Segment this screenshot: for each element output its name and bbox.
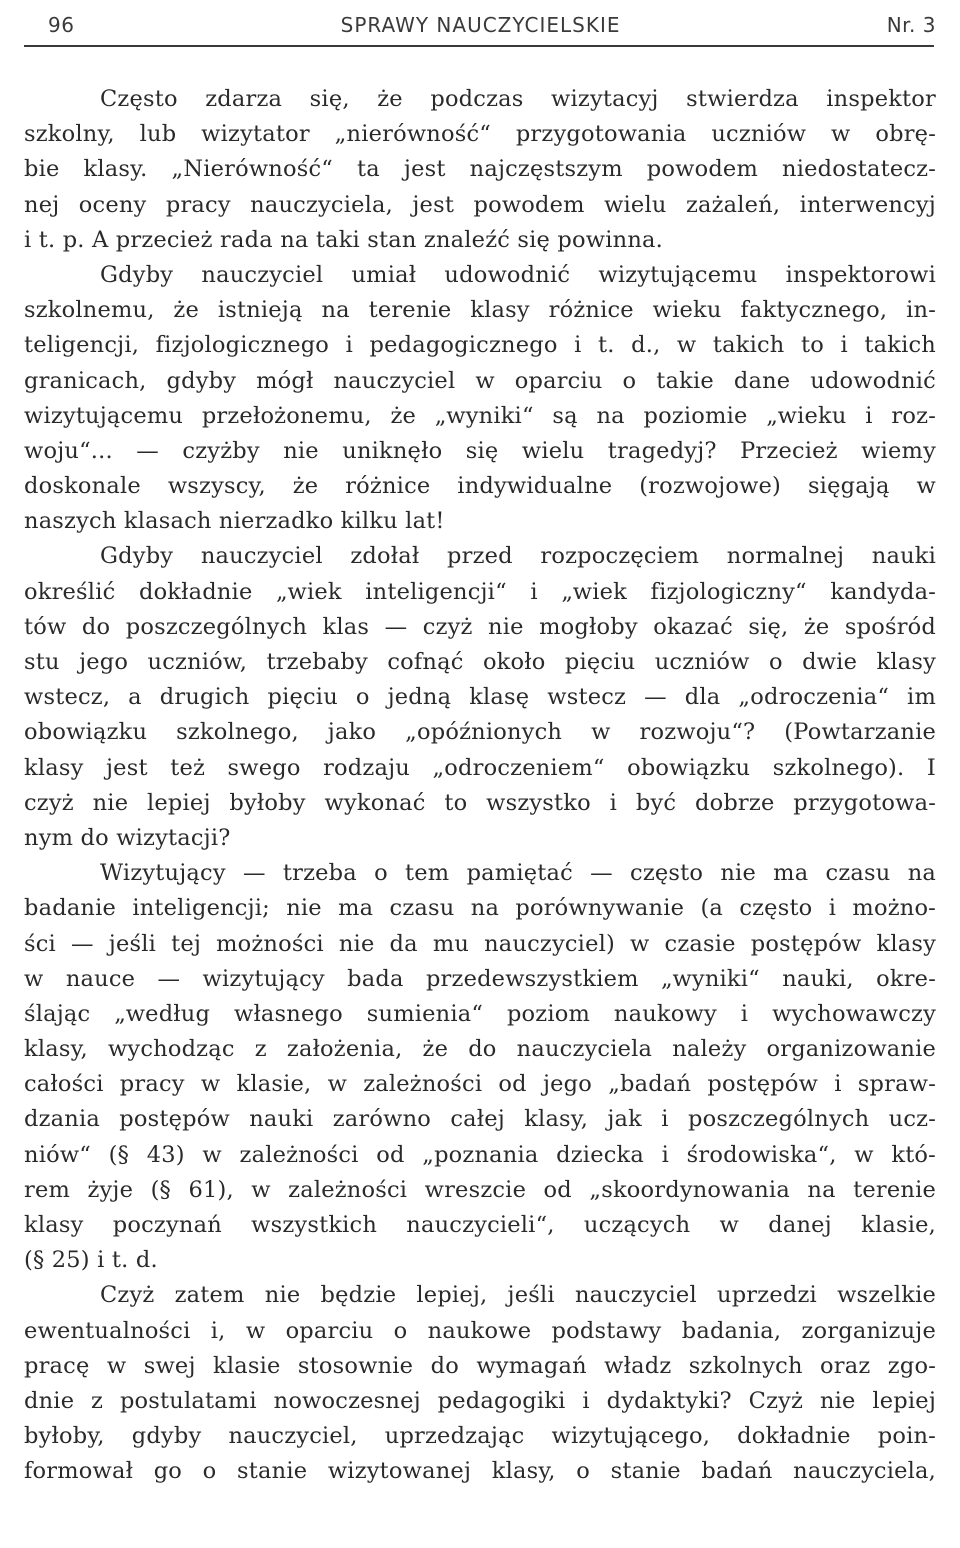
text-line: w nauce — wizytujący bada przedewszystkiem „wyniki“ nauki, okre-: [24, 965, 936, 992]
text-line: Czyż zatem nie będzie lepiej, jeśli nauczyciel uprzedzi wszelkie: [100, 1282, 936, 1309]
text-line: Gdyby nauczyciel zdołał przed rozpoczęciem normalnej nauki: [100, 543, 936, 570]
text-line: granicach, gdyby mógł nauczyciel w oparciu o takie dane udowodnić: [24, 367, 936, 394]
body-text: [24, 82, 936, 1490]
text-line: badanie inteligencji; nie ma czasu na porównywanie (a często i możno-: [24, 895, 936, 922]
text-line: wizytującemu przełożonemu, że „wyniki“ są na poziomie „wieku i roz-: [24, 402, 936, 429]
text-line: określić dokładnie „wiek inteligencji“ i „wiek fizjologiczny“ kandyda-: [24, 578, 936, 605]
text-line: bie klasy. „Nierówność“ ta jest najczęstszym powodem niedostatecz-: [24, 156, 936, 183]
running-head: [24, 8, 936, 42]
text-line: Często zdarza się, że podczas wizytacyj stwierdza inspektor: [100, 86, 936, 112]
text-line: (§ 25) i t. d.: [24, 1247, 158, 1274]
text-line: tów do poszczególnych klas — czyż nie mogłoby okazać się, że spośród: [24, 613, 936, 640]
text-line: niów“ (§ 43) w zależności od „poznania dziecka i środowiska“, w któ-: [24, 1141, 936, 1168]
text-line: klasy jest też swego rodzaju „odroczeniem“ obowiązku szkolnego). I: [24, 754, 936, 781]
text-line: woju“... — czyżby nie uniknęło się wielu tragedyj? Przecież wiemy: [24, 437, 936, 464]
text-line: byłoby, gdyby nauczyciel, uprzedzając wizytującego, dokładnie poin-: [24, 1423, 936, 1450]
text-line: dzania postępów nauki zarówno całej klasy, jak i poszczególnych ucz-: [24, 1106, 936, 1133]
issue-number: Nr. 3: [886, 13, 936, 37]
text-line: szkolnemu, że istnieją na terenie klasy różnice wieku faktycznego, in-: [24, 297, 936, 324]
text-line: teligencji, fizjologicznego i pedagogicznego i t. d., w takich to i takich: [24, 332, 936, 359]
text-line: obowiązku szkolnego, jako „opóźnionych w rozwoju“? (Powtarzanie: [24, 719, 936, 746]
text-line: Wizytujący — trzeba o tem pamiętać — często nie ma czasu na: [100, 860, 936, 887]
text-line: wstecz, a drugich pięciu o jedną klasę wstecz — dla „odroczenia“ im: [24, 684, 936, 711]
text-line: klasy, wychodząc z założenia, że do nauczyciela należy organizowanie: [24, 1036, 936, 1063]
text-line: stu jego uczniów, trzebaby cofnąć około pięciu uczniów o dwie klasy: [24, 649, 936, 675]
text-line: ślając „według własnego sumienia“ poziom naukowy i wychowawczy: [24, 1000, 936, 1027]
journal-title: SPRAWY NAUCZYCIELSKIE: [340, 13, 621, 37]
text-line: naszych klasach nierzadko kilku lat!: [24, 508, 445, 535]
text-line: i t. p. A przecież rada na taki stan znaleźć się powinna.: [24, 226, 663, 253]
text-line: całości pracy w klasie, w zależności od jego „badań postępów i spraw-: [24, 1071, 936, 1098]
header-rule: [24, 45, 934, 47]
text-line: klasy poczynań wszystkich nauczycieli“, uczących w danej klasie,: [24, 1212, 936, 1238]
text-line: szkolny, lub wizytator „nierówność“ przygotowania uczniów w obrę-: [24, 121, 936, 148]
text-line: nej oceny pracy nauczyciela, jest powodem wielu zażaleń, interwencyj: [24, 191, 936, 218]
text-line: Gdyby nauczyciel umiał udowodnić wizytującemu inspektorowi: [100, 261, 936, 288]
text-line: czyż nie lepiej byłoby wykonać to wszystko i być dobrze przygotowa-: [24, 789, 936, 816]
text-line: formował go o stanie wizytowanej klasy, o stanie badań nauczyciela,: [24, 1458, 936, 1485]
text-line: rem żyje (§ 61), w zależności wreszcie od „skoordynowania na terenie: [24, 1176, 936, 1203]
text-line: dnie z postulatami nowoczesnej pedagogiki i dydaktyki? Czyż nie lepiej: [24, 1387, 936, 1414]
page-number: 96: [48, 13, 75, 37]
text-line: ści — jeśli tej możności nie da mu nauczyciel) w czasie postępów klasy: [24, 930, 936, 957]
text-line: nym do wizytacji?: [24, 824, 231, 851]
text-line: ewentualności i, w oparciu o naukowe podstawy badania, zorganizuje: [24, 1317, 936, 1344]
text-line: pracę w swej klasie stosownie do wymagań władz szkolnych oraz zgo-: [24, 1352, 936, 1379]
text-line: doskonale wszyscy, że różnice indywidualne (rozwojowe) sięgają w: [24, 473, 936, 500]
